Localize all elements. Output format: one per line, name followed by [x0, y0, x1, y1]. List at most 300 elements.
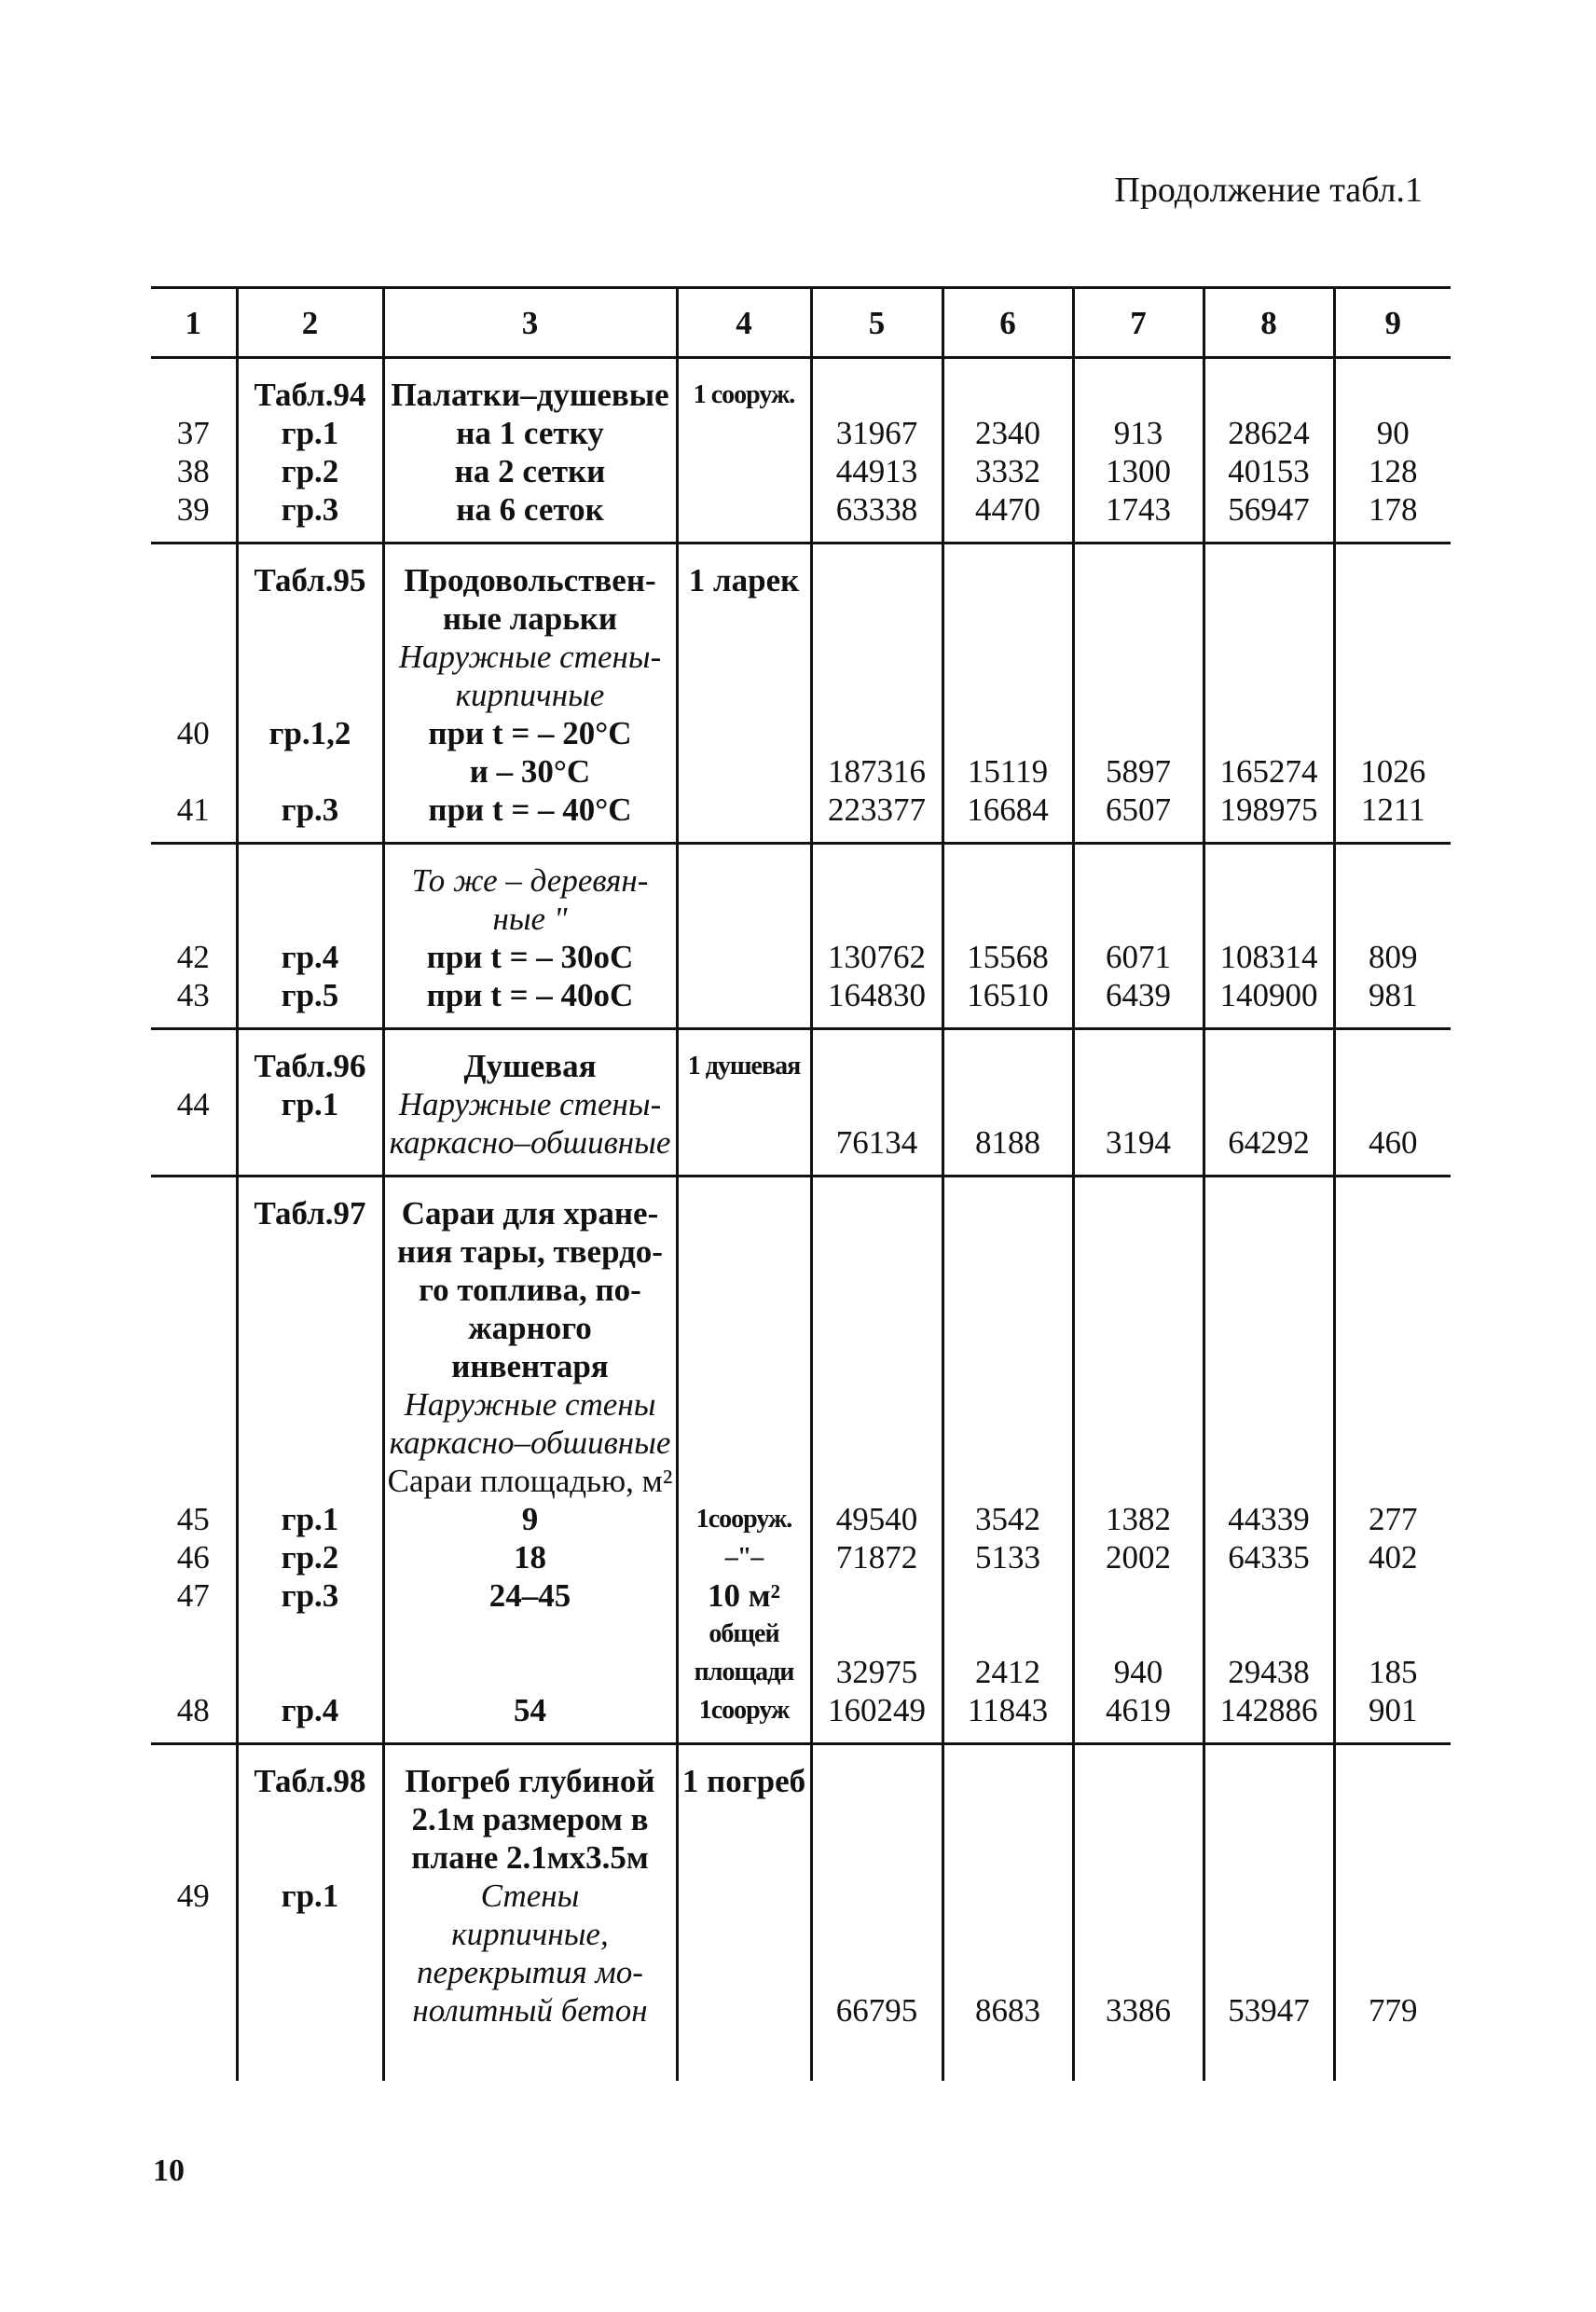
cell-line: 1 душевая [687, 1052, 801, 1080]
cell-line [944, 1576, 1072, 1615]
cell-line [944, 900, 1072, 938]
cell-line [679, 1309, 810, 1347]
cell-line [1075, 1347, 1203, 1385]
cell-line [1336, 1615, 1452, 1653]
cell-line [679, 1232, 810, 1271]
table-cell-c6 [942, 1177, 1073, 1744]
cell-line [1205, 1462, 1333, 1500]
table-cell-c4 [677, 1029, 811, 1177]
cell-line [151, 1462, 236, 1500]
table-cell-c2 [237, 544, 383, 844]
cell-line: каркасно–обшивные [389, 1424, 671, 1461]
table-cell-c4 [677, 544, 811, 844]
cell-line [813, 1953, 942, 1991]
cell-line: 54 [514, 1692, 546, 1728]
cell-line: 32975 [835, 1654, 918, 1690]
cell-line: 402 [1369, 1539, 1418, 1576]
cell-line [1075, 1762, 1203, 1800]
cell-line: 4470 [975, 491, 1040, 528]
cell-line: 3194 [1106, 1124, 1171, 1161]
cell-line [813, 1424, 942, 1462]
cell-line [151, 561, 236, 599]
cell-line: Наружные стены- [398, 1086, 662, 1122]
cell-line [1205, 1047, 1333, 1085]
cell-line: То же – деревян- [411, 862, 649, 899]
cell-line: плане 2.1мх3.5м [411, 1839, 649, 1876]
cell-line [679, 1271, 810, 1309]
cell-line: 178 [1369, 491, 1418, 528]
cell-line [1075, 1194, 1203, 1232]
table-cell-c1 [151, 844, 237, 1029]
cell-line [1205, 1877, 1333, 1915]
cell-line [239, 752, 382, 791]
cell-line: 11843 [967, 1692, 1049, 1728]
cell-line [679, 1915, 810, 1953]
cell-line: гр.1 [281, 1878, 339, 1914]
cell-line: 16510 [967, 977, 1049, 1013]
column-header: 6 [942, 288, 1073, 358]
table-cell-c9 [1334, 358, 1451, 544]
cell-line [239, 2030, 382, 2068]
cell-line: 4619 [1106, 1692, 1171, 1728]
cell-line [813, 1194, 942, 1232]
cell-line [944, 676, 1072, 714]
cell-line: 128 [1369, 453, 1418, 489]
cell-line: 45 [176, 1501, 210, 1537]
table-cell-c3 [383, 1177, 677, 1744]
cell-line: ные ларьки [442, 600, 618, 637]
cell-line [813, 638, 942, 676]
cell-line [385, 2030, 676, 2068]
cell-line [679, 414, 810, 452]
cell-line [1205, 1762, 1333, 1800]
cell-line [151, 1347, 236, 1385]
cell-line [813, 376, 942, 414]
cell-line: при t = – 20°C [428, 715, 632, 751]
cell-line [679, 714, 810, 752]
table-header [151, 288, 1451, 358]
cell-line [1205, 1085, 1333, 1123]
cell-line: 223377 [828, 791, 926, 828]
cell-line: 2340 [975, 415, 1040, 451]
cell-line [679, 490, 810, 529]
cell-line [1075, 1047, 1203, 1085]
cell-line [1336, 1194, 1452, 1232]
cell-line: Продовольствен- [404, 562, 656, 599]
cell-line [1075, 1953, 1203, 1991]
cell-line [151, 1762, 236, 1800]
cell-line [239, 1271, 382, 1309]
table-cell-c7 [1073, 358, 1204, 544]
cell-line: 31967 [835, 415, 918, 451]
cell-line [1336, 676, 1452, 714]
cell-line [1336, 1762, 1452, 1800]
cell-line: 1 сооруж. [693, 380, 795, 409]
cell-line: 41 [176, 791, 210, 828]
table-cell-c4 [677, 1177, 811, 1744]
cell-line [944, 1953, 1072, 1991]
cell-line [151, 1309, 236, 1347]
cell-line [679, 638, 810, 676]
cell-line: 64292 [1228, 1124, 1310, 1161]
cell-line: гр.5 [281, 977, 339, 1013]
cell-line: 40153 [1228, 453, 1310, 489]
cell-line: 164830 [828, 977, 926, 1013]
cell-line [813, 1047, 942, 1085]
cell-line [944, 1232, 1072, 1271]
cell-line [151, 1838, 236, 1877]
cell-line [813, 2030, 942, 2068]
table-cell-c6 [942, 544, 1073, 844]
cell-line [239, 1424, 382, 1462]
cell-line: 165274 [1219, 753, 1318, 790]
cell-line: 185 [1369, 1654, 1418, 1690]
table-cell-c1 [151, 1029, 237, 1177]
cell-line: 2.1м размером в [411, 1801, 649, 1837]
table-cell-c5 [811, 844, 942, 1029]
cell-line [1205, 1271, 1333, 1309]
column-header: 5 [811, 288, 942, 358]
cell-line [239, 1232, 382, 1271]
cell-line [944, 1309, 1072, 1347]
cell-line [813, 561, 942, 599]
cell-line: Табл.95 [254, 562, 366, 599]
cell-line: 981 [1369, 977, 1418, 1013]
cell-line [151, 676, 236, 714]
cell-line [679, 900, 810, 938]
cell-line: 38 [176, 453, 210, 489]
cell-line [944, 1877, 1072, 1915]
table-cell-c2 [237, 1744, 383, 2082]
table-cell-c2 [237, 844, 383, 1029]
cell-line [151, 1953, 236, 1991]
table-row [151, 544, 1451, 844]
table-cell-c8 [1204, 1029, 1334, 1177]
cell-line: 66795 [835, 1992, 918, 2029]
cell-line [239, 1953, 382, 1991]
table-cell-c8 [1204, 1744, 1334, 2082]
table-row-group [151, 844, 1451, 1029]
cell-line: нолитный бетон [412, 1992, 648, 2029]
cell-line [1075, 861, 1203, 900]
cell-line [813, 1462, 942, 1500]
cell-line [679, 1462, 810, 1500]
cell-line: 809 [1369, 939, 1418, 975]
cell-line [813, 1232, 942, 1271]
cell-line: 198975 [1219, 791, 1318, 828]
table-cell-c9 [1334, 1177, 1451, 1744]
cell-line [679, 1838, 810, 1877]
cell-line: 187316 [828, 753, 926, 790]
cell-line [813, 1915, 942, 1953]
cell-line: кирпичные [455, 677, 605, 713]
cell-line: Палатки–душевые [391, 377, 669, 413]
cell-line: 460 [1369, 1124, 1418, 1161]
cell-line [1075, 1309, 1203, 1347]
cell-line: гр.3 [281, 491, 339, 528]
cell-line: 940 [1113, 1654, 1163, 1690]
table-cell-c7 [1073, 844, 1204, 1029]
cell-line [679, 938, 810, 976]
cell-line: гр.1,2 [268, 715, 351, 751]
cell-line: инвентаря [451, 1348, 609, 1384]
table-cell-c2 [237, 1029, 383, 1177]
cell-line: площади [694, 1658, 794, 1686]
cell-line: гр.2 [281, 1539, 339, 1576]
table-cell-c5 [811, 1029, 942, 1177]
cell-line: 1 ларек [688, 562, 800, 599]
cell-line [1075, 1838, 1203, 1877]
table-cell-c5 [811, 544, 942, 844]
cell-line [944, 1915, 1072, 1953]
cell-line [813, 1309, 942, 1347]
cell-line: 10 м² [707, 1577, 781, 1614]
cell-line: Сараи площадью, м² [387, 1463, 673, 1499]
cell-line [1336, 1462, 1452, 1500]
table-row-group [151, 1177, 1451, 1744]
cell-line [151, 1232, 236, 1271]
cell-line: 49540 [835, 1501, 918, 1537]
table-cell-c7 [1073, 1177, 1204, 1744]
cell-line: 24–45 [488, 1577, 571, 1614]
cell-line: 901 [1369, 1692, 1418, 1728]
cell-line [813, 1762, 942, 1800]
cell-line [944, 638, 1072, 676]
cell-line [1336, 900, 1452, 938]
cell-line [944, 1424, 1072, 1462]
cell-line [1336, 1877, 1452, 1915]
cell-line [1205, 1424, 1333, 1462]
cell-line [679, 1424, 810, 1462]
cell-line [151, 1800, 236, 1838]
cell-line: 1сооруж [698, 1696, 790, 1725]
cell-line: 44913 [835, 453, 918, 489]
cell-line [813, 1877, 942, 1915]
cell-line [679, 1347, 810, 1385]
cell-line [151, 861, 236, 900]
cell-line [1075, 1424, 1203, 1462]
cell-line: 6439 [1106, 977, 1171, 1013]
cell-line [239, 1347, 382, 1385]
table-cell-c1 [151, 358, 237, 544]
cell-line: Табл.97 [254, 1195, 366, 1232]
cell-line [813, 1576, 942, 1615]
table-row-group [151, 1029, 1451, 1177]
cell-line [813, 1800, 942, 1838]
cell-line [679, 791, 810, 829]
cell-line [944, 1615, 1072, 1653]
cell-line [679, 2030, 810, 2068]
cell-line: 277 [1369, 1501, 1418, 1537]
cell-line [1205, 599, 1333, 638]
cell-line: 1743 [1106, 491, 1171, 528]
cell-line: 90 [1376, 415, 1410, 451]
table-cell-c3 [383, 544, 677, 844]
cell-line [1336, 1047, 1452, 1085]
table-cell-c6 [942, 1029, 1073, 1177]
cell-line: 5133 [975, 1539, 1040, 1576]
cell-line: гр.1 [281, 1501, 339, 1537]
table-cell-c3 [383, 358, 677, 544]
cell-line: при t = – 30оС [426, 939, 634, 975]
cell-line [1336, 861, 1452, 900]
cell-line [239, 1309, 382, 1347]
cell-line [944, 1194, 1072, 1232]
cell-line [1336, 1309, 1452, 1347]
cell-line [151, 1915, 236, 1953]
cell-line: перекрытия мо- [417, 1954, 643, 1990]
cell-line [239, 1800, 382, 1838]
table-row-group [151, 544, 1451, 844]
cell-line [1336, 1271, 1452, 1309]
cell-line: 130762 [828, 939, 926, 975]
cell-line [239, 1462, 382, 1500]
cell-line: гр.1 [281, 415, 339, 451]
cell-line [151, 1271, 236, 1309]
cell-line: 8683 [975, 1992, 1040, 2029]
cell-line [1205, 561, 1333, 599]
cell-line [813, 714, 942, 752]
cell-line [151, 1047, 236, 1085]
cell-line: 40 [176, 715, 210, 751]
cell-line: Табл.96 [254, 1048, 366, 1084]
table-cell-c7 [1073, 544, 1204, 844]
cell-line [1075, 1385, 1203, 1424]
cell-line [1075, 1462, 1203, 1500]
cell-line: гр.4 [281, 1692, 339, 1728]
cell-line [1205, 1915, 1333, 1953]
cell-line: 44339 [1228, 1501, 1310, 1537]
cell-line [1336, 561, 1452, 599]
cell-line [1075, 376, 1203, 414]
cell-line [1205, 1953, 1333, 1991]
cell-line [1336, 1838, 1452, 1877]
table-cell-c6 [942, 844, 1073, 1029]
cell-line: 5897 [1106, 753, 1171, 790]
cell-line [151, 1653, 236, 1691]
cell-line: Погреб глубиной [405, 1763, 655, 1799]
column-header: 3 [383, 288, 677, 358]
cell-line: 71872 [835, 1539, 918, 1576]
cell-line: ные " [492, 901, 568, 937]
cell-line [944, 1047, 1072, 1085]
cell-line: гр.4 [281, 939, 339, 975]
cell-line [151, 900, 236, 938]
cell-line: 53947 [1228, 1992, 1310, 2029]
cell-line [679, 1194, 810, 1232]
table-cell-c8 [1204, 544, 1334, 844]
cell-line [813, 1271, 942, 1309]
cell-line [944, 714, 1072, 752]
cell-line [679, 1953, 810, 1991]
cell-line: на 1 сетку [456, 415, 604, 451]
cell-line [813, 1615, 942, 1653]
cell-line [944, 1271, 1072, 1309]
table-cell-c2 [237, 358, 383, 544]
cell-line: 28624 [1228, 415, 1310, 451]
cell-line [1205, 1232, 1333, 1271]
cell-line: гр.3 [281, 791, 339, 828]
cell-line [239, 638, 382, 676]
cell-line: 1300 [1106, 453, 1171, 489]
cell-line: 39 [176, 491, 210, 528]
cell-line: при t = – 40°C [428, 791, 632, 828]
table-cell-c2 [237, 1177, 383, 1744]
cell-line: и – 30°C [469, 753, 591, 790]
cell-line [1075, 900, 1203, 938]
cell-line [944, 1347, 1072, 1385]
cell-line [239, 900, 382, 938]
cell-line [813, 1085, 942, 1123]
cell-line [1336, 376, 1452, 414]
cell-line [1075, 1232, 1203, 1271]
cell-line [1336, 714, 1452, 752]
cell-line: 47 [176, 1577, 210, 1614]
cell-line: жарного [468, 1310, 592, 1346]
cell-line [151, 599, 236, 638]
cell-line [1075, 714, 1203, 752]
table-cell-c4 [677, 1744, 811, 2082]
cell-line [1075, 676, 1203, 714]
cell-line [1075, 1915, 1203, 1953]
cell-line [1075, 1085, 1203, 1123]
cell-line [151, 1385, 236, 1424]
table-row [151, 844, 1451, 1029]
cell-line: 108314 [1219, 939, 1318, 975]
cell-line [239, 1991, 382, 2030]
cell-line [239, 861, 382, 900]
cell-line: 15119 [967, 753, 1049, 790]
cell-line [1075, 638, 1203, 676]
cell-line [1205, 714, 1333, 752]
cell-line: 2412 [975, 1654, 1040, 1690]
table-cell-c4 [677, 358, 811, 544]
cell-line: 18 [514, 1539, 546, 1576]
cell-line [151, 752, 236, 791]
cell-line: 29438 [1228, 1654, 1310, 1690]
table-row [151, 1177, 1451, 1744]
column-header: 9 [1334, 288, 1451, 358]
cell-line: 1026 [1360, 753, 1426, 790]
cell-line: 56947 [1228, 491, 1310, 528]
cell-line: 64335 [1228, 1539, 1310, 1576]
cell-line [1336, 1385, 1452, 1424]
cell-line: 15568 [967, 939, 1049, 975]
cell-line [239, 1915, 382, 1953]
cell-line [944, 561, 1072, 599]
cell-line [813, 1347, 942, 1385]
cell-line [944, 599, 1072, 638]
cell-line [944, 1462, 1072, 1500]
cell-line [1336, 2030, 1452, 2068]
cell-line [679, 1123, 810, 1162]
cell-line [1336, 599, 1452, 638]
cell-line [1336, 1953, 1452, 1991]
cell-line: 49 [176, 1878, 210, 1914]
table-cell-c5 [811, 1177, 942, 1744]
cell-line [239, 676, 382, 714]
cell-line [385, 1653, 676, 1691]
cell-line [239, 599, 382, 638]
cell-line [1205, 1385, 1333, 1424]
cell-line [944, 1085, 1072, 1123]
cell-line [151, 2030, 236, 2068]
cell-line: при t = – 40оС [426, 977, 634, 1013]
cell-line: 142886 [1219, 1692, 1318, 1728]
cell-line: 2002 [1106, 1539, 1171, 1576]
cell-line [813, 900, 942, 938]
cell-line: 63338 [835, 491, 918, 528]
